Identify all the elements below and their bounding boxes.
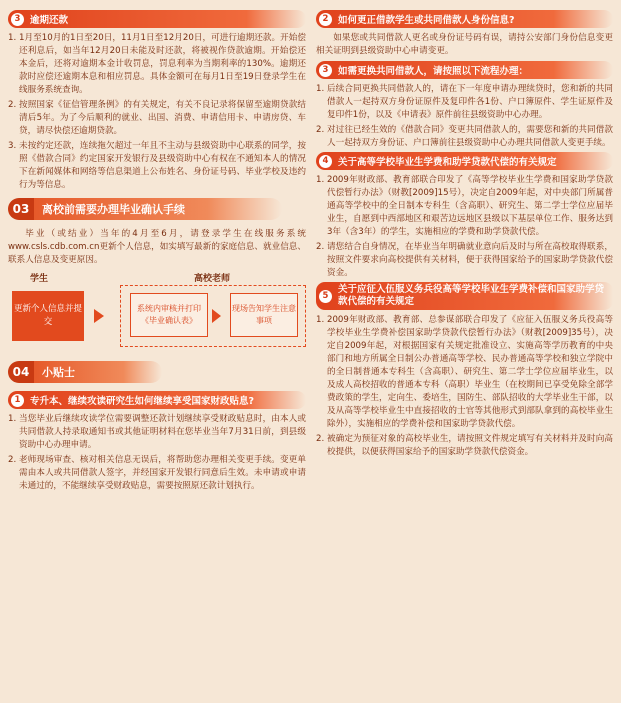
role-teacher: 高校老师 — [194, 274, 231, 284]
graduation-paragraph: 毕业（或结业）当年的4月至6月，请登录学生在线服务系统www.csls.cdb.com.cn更新个人信息，如实填写最新的家庭信息、就业信息、联系人信息及变更原因。 — [8, 229, 306, 265]
section-number: 3 — [319, 64, 332, 77]
arrow-right-icon — [212, 309, 221, 323]
list-item — [316, 433, 613, 459]
major-title: 离校前需要办理毕业确认手续 — [34, 198, 282, 220]
item-number: 1. — [8, 414, 17, 424]
item-text: 对过往已经生效的《借款合同》变更共同借款人的，需要您和新的共同借款人一起持双方身份证、户口簿前往县级资助中心办理共同借款人变更手续。 — [327, 125, 613, 148]
item-number: 2. — [316, 434, 325, 444]
item-number: 1. — [8, 33, 17, 43]
item-text: 未按约定还款，连续拖欠超过一年且不主动与县级资助中心联系的同学，按照《借款合同》约定国家开发银行及县级资助中心有权在不通知本人的情况下在新闻媒体和网络等信息渠道上公布姓名、身份证号码、毕业学校及违约行为等信息。 — [19, 141, 306, 190]
section-title: 专升本、继续攻读研究生如何继续享受国家财政贴息? — [30, 396, 255, 407]
list-item — [8, 140, 306, 192]
list-item — [316, 241, 613, 280]
step-update-info: 更新个人信息并提交 — [12, 291, 84, 341]
item-text: 请您结合自身情况，在毕业当年明确就业意向后及时与所在高校取得联系，按照文件要求向高校提供有关材料，便于获得国家给予的国家助学贷款代偿资金。 — [327, 242, 613, 278]
role-student: 学生 — [30, 274, 49, 284]
process-flow — [8, 271, 306, 355]
section-title: 如何更正借款学生或共同借款人身份信息? — [338, 15, 515, 26]
list-item — [316, 83, 613, 122]
major-title: 小贴士 — [34, 361, 162, 383]
section-title: 如需更换共同借款人，请按照以下流程办理： — [338, 66, 529, 77]
section-title: 关于应征入伍服义务兵役高等学校毕业生学费补偿和国家助学贷款代偿的有关规定 — [338, 284, 605, 307]
section-number: 5 — [319, 290, 332, 303]
list-item — [8, 99, 306, 138]
step-notify-student: 现场告知学生注意事项 — [230, 293, 298, 337]
item-number: 1. — [316, 315, 325, 325]
list-item — [8, 413, 306, 452]
section-header-compensation — [316, 152, 613, 170]
item-number: 1. — [316, 175, 325, 185]
section-number: 2 — [319, 13, 332, 26]
arrow-right-icon — [94, 309, 104, 323]
item-text: 老师现场审查、核对相关信息无误后，将帮助您办理相关变更手续。变更单需由本人或共同借款人签字，并经国家开发银行同意后生效。未申请或申请未通过的，不能继续享受财政贴息，需要按照原还款计划执行。 — [19, 455, 306, 491]
list-item — [316, 314, 613, 431]
left-column — [8, 8, 306, 495]
section-number: 3 — [11, 13, 24, 26]
section-number: 4 — [319, 155, 332, 168]
list-item — [8, 454, 306, 493]
right-column — [316, 8, 613, 461]
item-text: 按照国家《征信管理条例》的有关规定，有关不良记录将保留至逾期贷款结清后5年。为了今后顺利的就业、出国、消费、申请信用卡、申请房贷、车贷，请尽快偿还逾期贷款。 — [19, 100, 306, 136]
list-item — [316, 124, 613, 150]
list-item — [316, 174, 613, 239]
section-title: 关于高等学校毕业生学费和助学贷款代偿的有关规定 — [338, 157, 557, 168]
item-number: 2. — [8, 455, 17, 465]
item-text: 2009年财政部、教育部、总参谋部联合印发了《应征入伍服义务兵役高等学校毕业生学费补偿国家助学贷款代偿暂行办法》（财教[2009]35号），决定自2009年起，对根据国家有关规定批准设立、实施高等学历教育的中央部门和地方所属全日制公办普通高等学校、民办普通高等学校和独立学院中的全日制普通本专科生（含高职）、研究生、第二学士学位应届毕业生，以及成人高校招收的普通本专科（高职）毕业生（在校期间已享受免除全部学费政策的学生，定向生、委培生，国防生、部队招收的大学毕业生干部，以及从高等学校毕业生中直接招收的士官等其他形式到部队拿到的高校毕业生除外），实施相应的学费补偿和国家助学贷款代偿。 — [327, 315, 613, 429]
item-text: 当您毕业后继续攻读学位需要调整还款计划继续享受财政贴息时，由本人或共同借款人持录取通知书或其他证明材料在您毕业当年7月31日前，到县级资助中心办理申请。 — [19, 414, 306, 450]
item-text: 2009年财政部、教育部联合印发了《高等学校毕业生学费和国家助学贷款代偿暂行办法》（财教[2009]15号），决定自2009年起，对中央部门所属普通高等学校中的全日制本专科生（含高职）、研究生、第二学士学位应届毕业生，自愿到中西部地区和艰苦边远地区县级以下基层单位工作、服务达到3年（含3年）的学生，实施相应的学费和助学贷款代偿。 — [327, 175, 613, 237]
item-number: 2. — [8, 100, 17, 110]
section-header-overdue — [8, 10, 306, 28]
identity-paragraph: 如果您或共同借款人更名或身份证号码有误，请持公安部门身份信息变更相关证明到县级资助中心申请变更。 — [316, 33, 613, 56]
list-item — [8, 32, 306, 97]
section-header-subsidy — [8, 391, 306, 409]
item-number: 2. — [316, 125, 325, 135]
item-number: 2. — [316, 242, 325, 252]
section-header-identity — [316, 10, 613, 28]
step-review-print: 系统内审核并打印《毕业确认表》 — [130, 293, 208, 337]
major-number-badge: 04 — [8, 361, 34, 383]
item-number: 1. — [316, 84, 325, 94]
item-text: 被确定为预征对象的高校毕业生，请按照文件规定填写有关材料并及时向高校提供，以便获得国家给予的国家助学贷款代偿资金。 — [327, 434, 613, 457]
section-header-military — [316, 282, 613, 310]
section-header-change-borrower — [316, 61, 613, 79]
major-header-tips — [8, 361, 306, 383]
major-number-badge: 03 — [8, 198, 34, 220]
item-text: 1月至10月的1日至20日，11月1日至12月20日，可进行逾期还款。开始偿还利息后，如当年12月20日未能及时还款，将被视作贷款逾期。开始偿还本金后，还将对逾期本金计收罚息，罚息利率为当期利率的130%。逾期还款时应偿还逾期本息和相应罚息。具体金额可在每月1日至19日登录学生在线服务系统查询。 — [19, 33, 306, 95]
section-title: 逾期还款 — [30, 15, 69, 26]
item-number: 3. — [8, 141, 17, 151]
section-number: 1 — [11, 394, 24, 407]
major-header-graduation — [8, 198, 306, 220]
item-text: 后续合同更换共同借款人的，请在下一年度申请办理续贷时，您和新的共同借款人一起持双方身份证原件及复印件各1份、户口簿原件、学生证原件及复印件1份，以及《申请表》原件前往县级资助中心办理。 — [327, 84, 613, 120]
